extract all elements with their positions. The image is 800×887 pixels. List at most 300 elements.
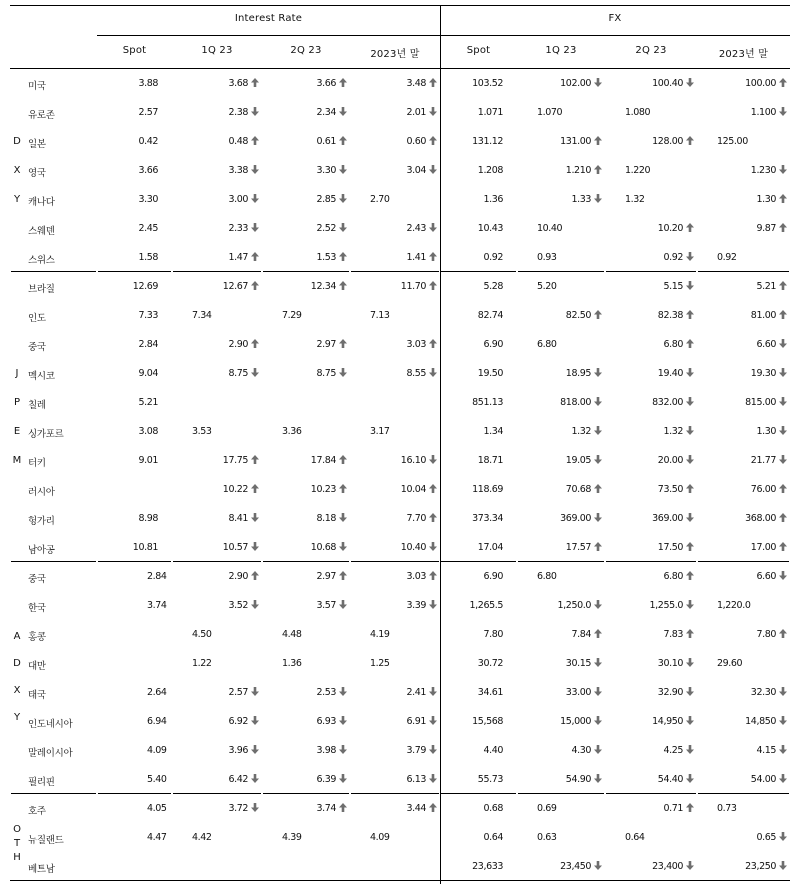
arrow-up-icon [686, 629, 694, 638]
group-separator-rule [518, 271, 604, 272]
ir-value-cell [138, 310, 158, 321]
value-text: 5.15 [663, 281, 683, 292]
value-text: 3.52 [228, 600, 248, 611]
group-separator-rule [606, 271, 696, 272]
arrow-down-icon [429, 107, 437, 116]
arrow-up-icon [686, 571, 694, 580]
fx-value-cell [566, 774, 602, 785]
value-text: 2.64 [147, 687, 167, 698]
country-label: 인도네시아 [28, 719, 73, 730]
arrow-down-icon [339, 716, 347, 725]
fx-value-cell [537, 252, 557, 263]
ir-value-cell [228, 687, 259, 698]
fx-value-cell [560, 397, 602, 408]
group-separator-rule [606, 561, 696, 562]
value-text: 2.43 [406, 223, 426, 234]
arrow-down-icon [339, 513, 347, 522]
value-text: 10.04 [400, 484, 426, 495]
group-separator-rule [11, 271, 96, 272]
ir-value-cell [406, 571, 437, 582]
fx-value-cell [560, 136, 602, 147]
value-text: 1.36 [282, 658, 302, 669]
arrow-up-icon [779, 629, 787, 638]
ir-value-cell [192, 310, 212, 321]
arrow-down-icon [251, 223, 259, 232]
fx-value-cell [663, 571, 694, 582]
value-text: 1.32 [625, 194, 645, 205]
value-text: 18.71 [477, 455, 503, 466]
arrow-down-icon [429, 716, 437, 725]
value-text: 2.41 [406, 687, 426, 698]
ir-value-cell [370, 310, 390, 321]
ir-value-cell [406, 774, 437, 785]
fx-value-cell [560, 78, 602, 89]
ir-value-cell [311, 542, 347, 553]
value-text: 21.77 [750, 455, 776, 466]
value-text: 5.21 [756, 281, 776, 292]
ir-value-cell [228, 339, 259, 350]
value-text: 1.071 [477, 107, 503, 118]
fx-value-cell [566, 658, 602, 669]
value-text: 7.34 [192, 310, 212, 321]
group-separator-rule [263, 271, 349, 272]
group-separator-rule [263, 793, 349, 794]
value-text: 7.84 [571, 629, 591, 640]
fx-value-cell [756, 832, 787, 843]
value-text: 4.19 [370, 629, 390, 640]
value-text: 10.57 [222, 542, 248, 553]
group-label-letter: Y [13, 194, 21, 205]
fx-value-cell [717, 600, 750, 611]
fx-value-cell [756, 745, 787, 756]
value-text: 20.00 [657, 455, 683, 466]
value-text: 2.45 [138, 223, 158, 234]
value-text: 818.00 [560, 397, 591, 408]
value-text: 2.85 [316, 194, 336, 205]
value-text: 10.68 [310, 542, 336, 553]
value-text: 12.34 [310, 281, 336, 292]
fx-value-cell [483, 281, 503, 292]
country-label: 인도 [28, 313, 46, 324]
fx-value-cell [537, 223, 562, 234]
value-text: 10.81 [132, 542, 158, 553]
value-text: 4.42 [192, 832, 212, 843]
ir-value-cell [138, 107, 158, 118]
column-header: 2Q 23 [290, 45, 322, 56]
value-text: 1.100 [750, 107, 776, 118]
value-text: 23,250 [745, 861, 776, 872]
arrow-down-icon [779, 339, 787, 348]
value-text: 3.39 [406, 600, 426, 611]
value-text: 82.50 [565, 310, 591, 321]
arrow-up-icon [251, 455, 259, 464]
value-text: 6.90 [483, 339, 503, 350]
fx-value-cell [566, 484, 602, 495]
fx-value-cell [663, 803, 694, 814]
ir-value-cell [406, 716, 437, 727]
group-separator-rule [11, 561, 96, 562]
arrow-down-icon [594, 716, 602, 725]
fx-value-cell [658, 484, 694, 495]
ir-value-cell [228, 194, 259, 205]
column-header: 1Q 23 [201, 45, 233, 56]
value-text: 19.30 [750, 368, 776, 379]
country-label: 러시아 [28, 487, 55, 498]
value-text: 15,568 [472, 716, 503, 727]
value-text: 23,633 [472, 861, 503, 872]
fx-value-cell [650, 600, 694, 611]
value-text: 1.53 [316, 252, 336, 263]
group-separator-rule [518, 561, 604, 562]
value-text: 2.57 [138, 107, 158, 118]
arrow-up-icon [779, 310, 787, 319]
ir-value-cell [370, 629, 390, 640]
arrow-down-icon [339, 223, 347, 232]
arrow-up-icon [686, 136, 694, 145]
value-text: 2.01 [406, 107, 426, 118]
value-text: 17.75 [222, 455, 248, 466]
ir-value-cell [316, 339, 347, 350]
value-text: 1.33 [571, 194, 591, 205]
ir-value-cell [138, 368, 158, 379]
value-text: 0.92 [717, 252, 737, 263]
ir-value-cell [228, 136, 259, 147]
fx-value-cell [652, 861, 694, 872]
ir-value-cell [223, 484, 259, 495]
ir-value-cell [406, 78, 437, 89]
arrow-up-icon [594, 165, 602, 174]
arrow-down-icon [686, 687, 694, 696]
fx-value-cell [751, 484, 787, 495]
ir-value-cell [316, 687, 347, 698]
value-text: 4.09 [147, 745, 167, 756]
arrow-up-icon [594, 542, 602, 551]
arrow-down-icon [339, 107, 347, 116]
value-text: 0.60 [406, 136, 426, 147]
group-label-letter: O [13, 823, 21, 835]
fx-value-cell [717, 658, 742, 669]
value-text: 6.39 [316, 774, 336, 785]
fx-value-cell [756, 194, 787, 205]
arrow-down-icon [251, 803, 259, 812]
group-separator-rule [173, 271, 261, 272]
ir-value-cell [406, 745, 437, 756]
value-text: 1.32 [571, 426, 591, 437]
value-text: 54.40 [657, 774, 683, 785]
value-text: 1.070 [537, 107, 563, 118]
value-text: 5.28 [483, 281, 503, 292]
ir-value-cell [228, 803, 259, 814]
fx-value-cell [478, 368, 503, 379]
ir-value-cell [316, 513, 347, 524]
arrow-up-icon [339, 803, 347, 812]
value-text: 16.10 [400, 455, 426, 466]
arrow-up-icon [429, 513, 437, 522]
value-text: 6.80 [537, 339, 557, 350]
value-text: 10.22 [222, 484, 248, 495]
arrow-down-icon [429, 455, 437, 464]
value-text: 8.41 [228, 513, 248, 524]
country-label: 터키 [28, 458, 46, 469]
arrow-down-icon [339, 194, 347, 203]
group-separator-rule [173, 561, 261, 562]
column-header: 1Q 23 [545, 45, 577, 56]
value-text: 2.53 [316, 687, 336, 698]
arrow-down-icon [594, 658, 602, 667]
fx-value-cell [751, 368, 787, 379]
value-text: 1.22 [192, 658, 212, 669]
group-separator-rule [98, 271, 171, 272]
fx-value-cell [566, 542, 602, 553]
value-text: 4.05 [147, 803, 167, 814]
group-separator-rule [441, 793, 516, 794]
ir-value-cell [406, 803, 437, 814]
value-text: 3.48 [406, 78, 426, 89]
fx-value-cell [537, 803, 557, 814]
fx-value-cell [558, 600, 602, 611]
value-text: 2.90 [228, 339, 248, 350]
column-header: 2023년 말 [370, 49, 420, 60]
value-text: 0.93 [537, 252, 557, 263]
arrow-down-icon [339, 687, 347, 696]
group-label-letter: D [13, 658, 21, 669]
arrow-up-icon [779, 542, 787, 551]
country-label: 태국 [28, 690, 46, 701]
value-text: 1.080 [625, 107, 651, 118]
fx-value-cell [658, 223, 694, 234]
arrow-up-icon [594, 310, 602, 319]
fx-value-cell [652, 513, 694, 524]
fx-value-cell [652, 136, 694, 147]
group-label-letter: A [13, 631, 21, 642]
arrow-down-icon [779, 687, 787, 696]
fx-value-cell [751, 774, 787, 785]
value-text: 82.74 [477, 310, 503, 321]
arrow-down-icon [251, 687, 259, 696]
country-label: 멕시코 [28, 371, 55, 382]
fx-value-cell [751, 310, 787, 321]
ir-value-cell [406, 513, 437, 524]
fx-value-cell [751, 455, 787, 466]
fx-value-cell [663, 745, 694, 756]
fx-value-cell [658, 310, 694, 321]
ir-value-cell [133, 542, 158, 553]
value-text: 4.25 [663, 745, 683, 756]
ir-value-cell [223, 281, 259, 292]
value-text: 3.30 [316, 165, 336, 176]
header-bottom-rule [10, 68, 790, 69]
arrow-up-icon [429, 78, 437, 87]
value-text: 102.00 [560, 78, 591, 89]
fx-value-cell [537, 339, 557, 350]
fx-value-cell [658, 687, 694, 698]
ir-value-cell [316, 600, 347, 611]
value-text: 17.84 [310, 455, 336, 466]
value-text: 9.01 [138, 455, 158, 466]
value-text: 7.83 [663, 629, 683, 640]
fx-value-cell [658, 455, 694, 466]
arrow-down-icon [594, 774, 602, 783]
ir-value-cell [138, 455, 158, 466]
group-label-letter: Y [13, 712, 21, 723]
value-text: 3.44 [406, 803, 426, 814]
ir-value-cell [228, 252, 259, 263]
group-separator-rule [98, 793, 171, 794]
ir-value-cell [228, 571, 259, 582]
value-text: 7.70 [406, 513, 426, 524]
ir-value-cell [138, 136, 158, 147]
value-text: 6.13 [406, 774, 426, 785]
fx-value-cell [756, 223, 787, 234]
value-text: 1.47 [228, 252, 248, 263]
ir-value-cell [228, 513, 259, 524]
ir-value-cell [401, 281, 437, 292]
ir-value-cell [316, 716, 347, 727]
value-text: 100.00 [745, 78, 776, 89]
interest-rate-header: Interest Rate [234, 13, 303, 24]
country-label: 미국 [28, 81, 46, 92]
fx-value-cell [652, 397, 694, 408]
value-text: 82.38 [657, 310, 683, 321]
value-text: 1,220.0 [717, 600, 751, 611]
value-text: 368.00 [745, 513, 776, 524]
fx-value-cell [658, 658, 694, 669]
section-divider-rule [440, 5, 441, 884]
group-separator-rule [606, 793, 696, 794]
fx-value-cell [571, 426, 602, 437]
value-text: 30.15 [565, 658, 591, 669]
value-text: 3.00 [228, 194, 248, 205]
ir-value-cell [228, 774, 259, 785]
value-text: 10.43 [477, 223, 503, 234]
ir-value-cell [133, 281, 158, 292]
fx-value-cell [717, 803, 737, 814]
arrow-down-icon [779, 165, 787, 174]
ir-value-cell [316, 78, 347, 89]
value-text: 7.80 [483, 629, 503, 640]
ir-value-cell [406, 165, 437, 176]
country-label: 영국 [28, 168, 46, 179]
value-text: 5.40 [147, 774, 167, 785]
value-text: 1.32 [663, 426, 683, 437]
country-label: 헝가리 [28, 516, 55, 527]
value-text: 1.41 [406, 252, 426, 263]
value-text: 19.40 [657, 368, 683, 379]
fx-header: FX [608, 13, 622, 24]
ir-value-cell [192, 832, 212, 843]
value-text: 10.40 [537, 223, 563, 234]
value-text: 1.30 [756, 194, 776, 205]
fx-value-cell [751, 107, 787, 118]
fx-value-cell [566, 687, 602, 698]
value-text: 0.42 [138, 136, 158, 147]
value-text: 0.63 [537, 832, 557, 843]
value-text: 17.04 [477, 542, 503, 553]
arrow-down-icon [339, 774, 347, 783]
value-text: 2.84 [147, 571, 167, 582]
arrow-up-icon [251, 281, 259, 290]
value-text: 6.80 [537, 571, 557, 582]
ir-value-cell [316, 745, 347, 756]
arrow-down-icon [429, 745, 437, 754]
country-label: 뉴질랜드 [28, 835, 64, 846]
ir-value-cell [316, 774, 347, 785]
ir-value-cell [370, 194, 390, 205]
ir-value-cell [370, 658, 390, 669]
ir-value-cell [316, 803, 347, 814]
country-label: 스웨덴 [28, 226, 55, 237]
group-label-letter: X [13, 685, 21, 696]
fx-value-cell [625, 832, 645, 843]
arrow-down-icon [779, 368, 787, 377]
value-text: 3.68 [228, 78, 248, 89]
value-text: 0.73 [717, 803, 737, 814]
group-separator-rule [351, 793, 439, 794]
value-text: 6.94 [147, 716, 167, 727]
arrow-down-icon [686, 513, 694, 522]
arrow-down-icon [429, 687, 437, 696]
group-separator-rule [441, 271, 516, 272]
group-label-letter: P [13, 397, 21, 408]
ir-value-cell [147, 774, 167, 785]
value-text: 23,450 [560, 861, 591, 872]
group-separator-rule [263, 561, 349, 562]
value-text: 0.48 [228, 136, 248, 147]
header-mid-rule [97, 35, 790, 36]
arrow-up-icon [251, 571, 259, 580]
arrow-up-icon [686, 339, 694, 348]
group-label-letter: J [15, 368, 19, 379]
value-text: 17.57 [565, 542, 591, 553]
value-text: 118.69 [472, 484, 503, 495]
ir-value-cell [192, 658, 212, 669]
arrow-down-icon [594, 513, 602, 522]
ir-value-cell [316, 136, 347, 147]
fx-value-cell [756, 281, 787, 292]
ir-value-cell [406, 600, 437, 611]
ir-value-cell [228, 78, 259, 89]
fx-value-cell [652, 78, 694, 89]
fx-value-cell [472, 136, 503, 147]
ir-value-cell [311, 455, 347, 466]
arrow-down-icon [686, 281, 694, 290]
ir-value-cell [147, 687, 167, 698]
value-text: 0.92 [663, 252, 683, 263]
fx-value-cell [663, 426, 694, 437]
fx-value-cell [560, 861, 602, 872]
ir-value-cell [401, 484, 437, 495]
arrow-up-icon [779, 223, 787, 232]
fx-value-cell [663, 339, 694, 350]
fx-value-cell [745, 716, 787, 727]
value-text: 1,265.5 [469, 600, 503, 611]
value-text: 3.38 [228, 165, 248, 176]
value-text: 1.58 [138, 252, 158, 263]
value-text: 32.90 [657, 687, 683, 698]
arrow-down-icon [779, 745, 787, 754]
value-text: 7.29 [282, 310, 302, 321]
fx-value-cell [566, 310, 602, 321]
value-text: 8.18 [316, 513, 336, 524]
value-text: 1,255.0 [649, 600, 683, 611]
fx-value-cell [625, 107, 650, 118]
fx-value-cell [483, 571, 503, 582]
arrow-down-icon [779, 455, 787, 464]
value-text: 8.75 [316, 368, 336, 379]
ir-value-cell [282, 426, 302, 437]
arrow-up-icon [686, 310, 694, 319]
value-text: 11.70 [400, 281, 426, 292]
